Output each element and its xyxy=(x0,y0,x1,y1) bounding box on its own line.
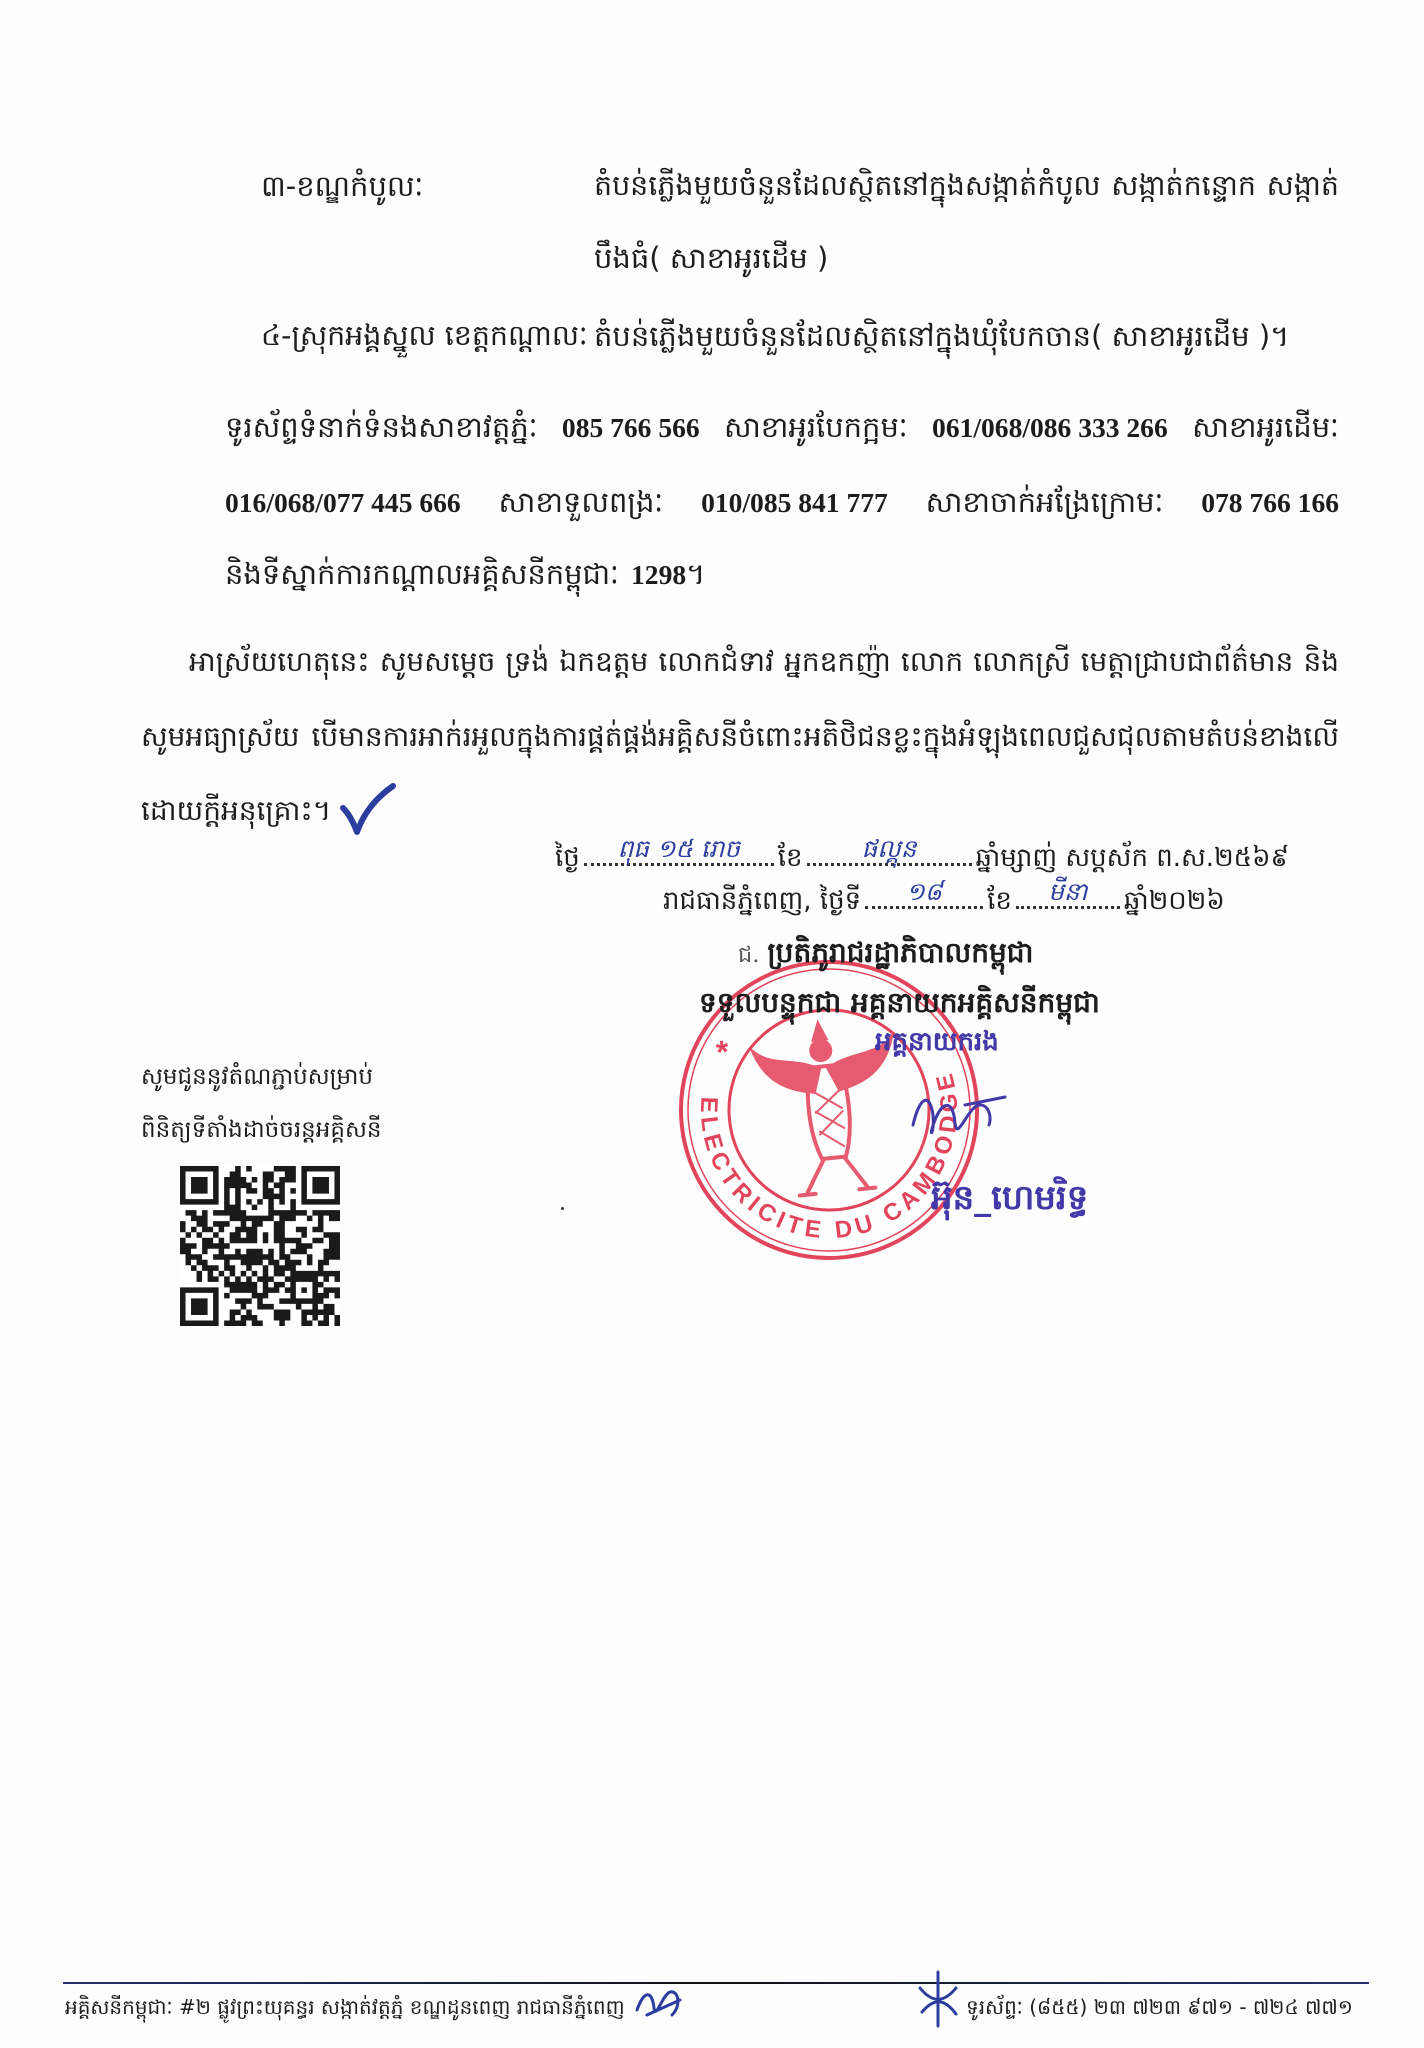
footer-phone: ទូរស័ព្ទៈ (៨៥៥) ២៣ ៧២៣ ៩៧១ - ៧២៤ ៧៧១ xyxy=(966,1995,1353,2019)
contacts-line-3 xyxy=(225,550,1339,599)
signature-line-2: ទទួលបន្ទុកជា អគ្គនាយកអគ្គិសនីកម្ពុជា xyxy=(699,986,1100,1019)
signature-delegate-title: ប្រតិភូរាជរដ្ឋាភិបាលកម្ពុជា xyxy=(767,936,1034,969)
solar-month-field xyxy=(1016,876,1120,909)
emblem-legs xyxy=(796,1154,875,1196)
branch-phone-ou-baek-kaom: 061/068/086 333 266 xyxy=(932,412,1168,443)
handwritten-checkmark-icon xyxy=(337,782,397,838)
lunar-day-handwritten: ពុធ ១៥ រោច xyxy=(617,833,740,863)
solar-date-line xyxy=(663,876,1263,923)
branch-label-chak-angre-krom: សាខាចាក់អង្រែក្រោមៈ xyxy=(925,485,1164,519)
lunar-day-field xyxy=(584,833,774,866)
location-3-label: ៣-ខណ្ឌកំបូលៈ xyxy=(261,169,424,203)
signature-line-1 xyxy=(738,929,1158,977)
location-3-text-line-2: បឹងធំ( សាខាអូរដើម ) xyxy=(594,241,829,275)
footer-rule xyxy=(63,1982,1369,1984)
emblem-head xyxy=(809,1038,833,1062)
signature-prefix: ជ. xyxy=(738,942,760,968)
qr-note-line-1: សូមជូននូវតំណភ្ជាប់សម្រាប់ xyxy=(141,1064,374,1090)
branch-phone-tuol-pongro: 010/085 841 777 xyxy=(701,487,888,518)
lunar-month-label: ខែ xyxy=(777,843,803,874)
solar-month-handwritten: មីនា xyxy=(1048,876,1088,906)
contacts-line-1 xyxy=(225,403,1339,452)
branch-phone-ou-daeum: 016/068/077 445 666 xyxy=(225,487,461,518)
location-3-text-line-1: តំបន់ភ្លើងមួយចំនួនដែលស្ថិតនៅក្នុងសង្កាត់កំបូល សង្កាត់កន្ទោក សង្កាត់ xyxy=(594,169,1339,202)
branch-phone-chak-angre-krom: 078 766 166 xyxy=(1201,487,1339,518)
signature-title: អគ្គនាយករង xyxy=(875,1027,999,1057)
branch-phone-wat-phnom: 085 766 566 xyxy=(561,412,700,443)
lunar-date-line xyxy=(555,833,1378,880)
solar-day-handwritten: ១៨ xyxy=(905,876,943,906)
stamp-star-mark: * xyxy=(714,1033,731,1071)
qr-code xyxy=(180,1166,340,1326)
scan-speck xyxy=(561,1207,564,1210)
solar-day-field xyxy=(865,876,983,909)
headquarters-label: និងទីស្នាក់ការកណ្ដាលអគ្គិសនីកម្ពុជាៈ xyxy=(225,557,620,591)
closing-line-3: ដោយក្ដីអនុគ្រោះ។ xyxy=(141,794,332,827)
branch-label-wat-phnom: ទូរស័ព្ទទំនាក់ទំនងសាខាវត្តភ្នំៈ xyxy=(225,410,538,444)
solar-place-day-label: រាជធានីភ្នំពេញ, ថ្ងៃទី xyxy=(663,886,862,917)
headquarters-phone: 1298 xyxy=(631,559,687,590)
handwritten-signature xyxy=(905,1085,1015,1155)
headquarters-phone-group xyxy=(631,550,705,599)
signatory-name: អ៊ុន_ហេមរិទ្ធ xyxy=(931,1178,1089,1218)
solar-year: ឆ្នាំ២០២៦ xyxy=(1123,886,1225,917)
solar-month-label: ខែ xyxy=(987,886,1012,917)
lunar-month-handwritten: ផល្គុន xyxy=(861,833,917,863)
location-4-text: តំបន់ភ្លើងមួយចំនួនដែលស្ថិតនៅក្នុងឃុំបែកចាន( សាខាអូរដើម )។ xyxy=(594,319,1290,353)
contacts-line-2 xyxy=(225,478,1339,527)
footer-initials-right xyxy=(912,1968,964,2030)
closing-line-1: អាស្រ័យហេតុនេះ សូមសម្ដេច ទ្រង់ ឯកឧត្ដម លោកជំទាវ អ្នកឧកញ៉ា លោក លោកស្រី មេត្តាជ្រាបជាព័ត៌មាន និង xyxy=(189,645,1339,678)
branch-label-ou-daeum: សាខាអូរដើមៈ xyxy=(1192,410,1339,444)
lunar-day-label: ថ្ងៃ xyxy=(555,843,580,874)
branch-label-tuol-pongro: សាខាទួលពង្រៈ xyxy=(498,485,664,519)
stamp-lettering-path: ELECTRICITE DU CAMBODGE xyxy=(694,1071,964,1245)
qr-note-line-2: ពិនិត្យទីតាំងដាច់ចរន្តអគ្គិសនី xyxy=(141,1117,382,1143)
emblem-body-pattern xyxy=(813,1089,847,1150)
branch-label-ou-baek-kaom: សាខាអូរបែកក្អមៈ xyxy=(723,410,908,444)
headquarters-end-mark: ។ xyxy=(686,557,706,591)
footer-address: អគ្គិសនីកម្ពុជាៈ #២ ផ្លូវព្រះយុគន្ធរ សង្កាត់វត្តភ្នំ ខណ្ឌដូនពេញ រាជធានីភ្នំពេញ xyxy=(65,1995,625,2019)
lunar-month-field xyxy=(807,833,972,866)
location-4-label: ៤-ស្រុកអង្គស្នួល ខេត្តកណ្ដាលៈ xyxy=(261,319,588,352)
closing-line-2: សូមអធ្យាស្រ័យ បើមានការអាក់រអួលក្នុងការផ្គត់ផ្គង់អគ្គិសនីចំពោះអតិថិជនខ្លះក្នុងអំឡុងពេលជួសជុលតាមតំបន់ខាងលើ xyxy=(141,720,1339,753)
footer-initials-left xyxy=(632,1980,687,2025)
lunar-year: ឆ្នាំម្សាញ់ សប្តស័ក ព.ស.២៥៦៩ xyxy=(975,843,1289,874)
